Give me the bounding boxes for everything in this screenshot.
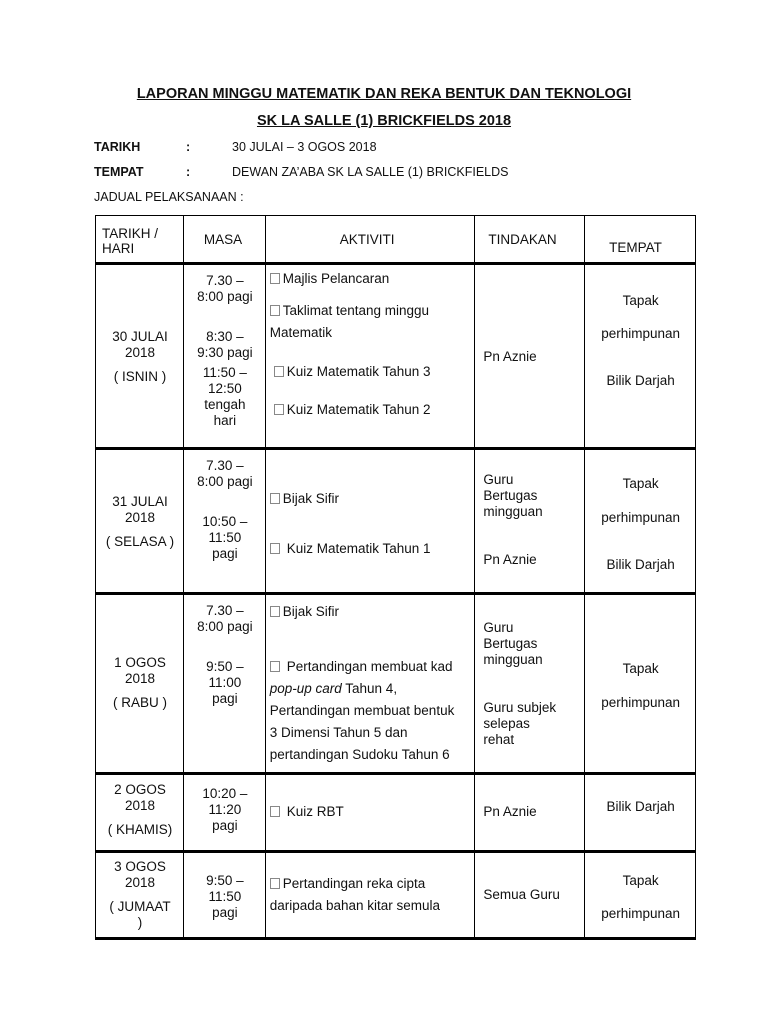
checkbox-icon [270, 661, 280, 672]
masa-line: 8:00 pagi [197, 474, 253, 489]
date-text: 31 JULAI [112, 494, 168, 509]
activity-text: Pertandingan membuat bentuk [269, 703, 455, 718]
cell-tempat [585, 852, 696, 939]
tempat-text: Tapak [622, 476, 659, 491]
activity-text: Majlis Pelancaran [282, 271, 390, 286]
day-text: ( RABU ) [113, 695, 167, 710]
masa-line: hari [213, 413, 237, 428]
table-row [96, 594, 696, 774]
checkbox-icon [270, 878, 280, 889]
cell-date [96, 449, 184, 594]
cell-aktiviti [265, 852, 475, 939]
checkbox-icon [270, 273, 280, 284]
cell-tempat [585, 774, 696, 852]
activity-item [270, 656, 453, 678]
tindakan-text: rehat [483, 732, 515, 747]
activity-text: Pertandingan membuat kad [286, 659, 453, 674]
masa-line: 9:50 – [206, 873, 244, 888]
activity-item [270, 300, 429, 322]
header-aktiviti-text: AKTIVITI [339, 232, 395, 247]
school-title: SK LA SALLE (1) BRICKFIELDS 2018 [256, 113, 512, 129]
tindakan-text: Guru subjek [483, 700, 557, 715]
tempat-value: DEWAN ZA’ABA SK LA SALLE (1) BRICKFIELDS [232, 165, 509, 179]
cell-aktiviti [265, 594, 475, 774]
table-row [96, 852, 696, 939]
cell-tindakan [475, 449, 585, 594]
activity-text: Kuiz Matematik Tahun 3 [286, 364, 431, 379]
header-tindakan [475, 216, 585, 264]
year-text: 2018 [124, 798, 156, 813]
date-text: 2 OGOS [114, 782, 166, 797]
activity-text: Kuiz Matematik Tahun 1 [286, 541, 431, 556]
date-text: 1 OGOS [114, 655, 166, 670]
cell-masa [183, 852, 265, 939]
masa-line: 8:00 pagi [197, 619, 253, 634]
masa-line: 11:50 [208, 530, 242, 545]
header-masa [183, 216, 265, 264]
cell-tindakan [475, 594, 585, 774]
tempat-text: Bilik Darjah [606, 373, 675, 388]
day-text: ( KHAMIS) [107, 822, 173, 837]
masa-line: 11:50 [208, 889, 242, 904]
checkbox-icon [274, 404, 284, 415]
header-hari-line2: HARI [102, 241, 135, 256]
year-text: 2018 [124, 671, 156, 686]
cell-masa [183, 449, 265, 594]
table-header-row [96, 216, 696, 264]
tempat-text: perhimpunan [601, 695, 681, 710]
tempat-text: Tapak [622, 661, 659, 676]
tempat-text: Tapak [622, 873, 659, 888]
table-row [96, 449, 696, 594]
tindakan-text: Pn Aznie [483, 804, 537, 819]
tempat-colon: : [186, 165, 191, 179]
activity-item [274, 361, 431, 383]
schedule-table [95, 215, 696, 940]
cell-tempat [585, 449, 696, 594]
activity-text: 3 Dimensi Tahun 5 dan [269, 725, 408, 740]
tindakan-text: Semua Guru [483, 887, 560, 902]
masa-line: 9:30 pagi [197, 345, 253, 360]
cell-tindakan [475, 774, 585, 852]
tempat-label: TEMPAT [94, 165, 144, 179]
masa-line: 7.30 – [206, 273, 244, 288]
tindakan-text: Guru [483, 472, 514, 487]
tindakan-text: mingguan [483, 652, 543, 667]
checkbox-icon [270, 493, 280, 504]
tindakan-text: Pn Aznie [483, 349, 537, 364]
cell-masa [183, 774, 265, 852]
header-tempat-text: TEMPAT [609, 240, 662, 255]
activity-text: Kuiz Matematik Tahun 2 [286, 402, 431, 417]
day-text: ) [137, 915, 143, 930]
masa-line: 11:20 [208, 802, 242, 817]
year-text: 2018 [124, 510, 156, 525]
activity-line [270, 678, 397, 700]
table-row [96, 774, 696, 852]
jadual-label: JADUAL PELAKSANAAN : [94, 190, 244, 204]
tindakan-text: Bertugas [483, 488, 538, 503]
cell-aktiviti [265, 264, 475, 449]
header-aktiviti [265, 216, 475, 264]
cell-tindakan [475, 852, 585, 939]
tindakan-text: Guru [483, 620, 514, 635]
masa-line: pagi [212, 691, 238, 706]
cell-tempat [585, 264, 696, 449]
tempat-text: perhimpunan [601, 510, 681, 525]
tempat-text: Bilik Darjah [606, 557, 675, 572]
header-tindakan-text: TINDAKAN [488, 232, 557, 247]
tindakan-text: selepas [483, 716, 530, 731]
table-row [96, 264, 696, 449]
masa-line: 10:20 – [202, 786, 248, 801]
tempat-text: perhimpunan [601, 906, 681, 921]
activity-text: daripada bahan kitar semula [269, 898, 441, 913]
header-tempat [585, 216, 696, 264]
day-text: ( JUMAAT [109, 899, 171, 914]
header-hari-line1: TARIKH / [102, 226, 159, 241]
checkbox-icon [274, 366, 284, 377]
date-text: 3 OGOS [114, 859, 166, 874]
date-text: 30 JULAI [112, 329, 168, 344]
activity-item [274, 399, 431, 421]
header-masa-text: MASA [203, 232, 243, 247]
tarikh-label: TARIKH [94, 140, 141, 154]
cell-aktiviti [265, 774, 475, 852]
tindakan-text: Pn Aznie [483, 552, 537, 567]
cell-date [96, 264, 184, 449]
masa-line: 8:00 pagi [197, 289, 253, 304]
tindakan-text: mingguan [483, 504, 543, 519]
activity-item [270, 873, 426, 895]
checkbox-icon [270, 543, 280, 554]
activity-text: Kuiz RBT [286, 804, 344, 819]
cell-aktiviti [265, 449, 475, 594]
year-text: 2018 [124, 345, 156, 360]
tindakan-text: Bertugas [483, 636, 538, 651]
cell-tindakan [475, 264, 585, 449]
masa-line: 7.30 – [206, 458, 244, 473]
day-text: ( ISNIN ) [113, 369, 167, 384]
day-text: ( SELASA ) [105, 534, 175, 549]
cell-date [96, 852, 184, 939]
activity-item [270, 801, 344, 823]
masa-line: 10:50 – [202, 514, 248, 529]
tempat-text: Bilik Darjah [606, 799, 675, 814]
report-title: LAPORAN MINGGU MATEMATIK DAN REKA BENTUK DAN TEKNOLOGI [136, 86, 632, 102]
header-tarikh-hari [96, 216, 184, 264]
masa-line: 12:50 [207, 381, 242, 396]
activity-text: Bijak Sifir [282, 604, 339, 619]
tempat-text: perhimpunan [601, 326, 681, 341]
activity-item [270, 601, 339, 623]
cell-tempat [585, 594, 696, 774]
masa-line: pagi [212, 905, 238, 920]
activity-item [270, 488, 339, 510]
activity-text: Pertandingan reka cipta [282, 876, 426, 891]
checkbox-icon [270, 806, 280, 817]
masa-line: 9:50 – [206, 659, 244, 674]
activity-text: Bijak Sifir [282, 491, 339, 506]
activity-text: Taklimat tentang minggu [282, 303, 430, 318]
cell-date [96, 774, 184, 852]
checkbox-icon [270, 305, 280, 316]
activity-text: Tahun 4, [341, 681, 398, 696]
year-text: 2018 [124, 875, 156, 890]
activity-text: pertandingan Sudoku Tahun 6 [269, 747, 450, 762]
masa-line: pagi [212, 546, 238, 561]
checkbox-icon [270, 606, 280, 617]
cell-date [96, 594, 184, 774]
masa-line: tengah [204, 397, 246, 412]
tarikh-value: 30 JULAI – 3 OGOS 2018 [232, 140, 377, 154]
activity-text-italic: pop-up card [269, 681, 342, 696]
activity-text: Matematik [269, 325, 332, 340]
masa-line: pagi [212, 818, 238, 833]
cell-masa [183, 264, 265, 449]
cell-masa [183, 594, 265, 774]
tarikh-colon: : [186, 140, 191, 154]
activity-item [270, 538, 431, 560]
masa-line: 8:30 – [206, 329, 244, 344]
tempat-text: Tapak [622, 293, 659, 308]
masa-line: 11:50 – [202, 365, 247, 380]
masa-line: 7.30 – [206, 603, 244, 618]
activity-item [270, 268, 390, 290]
masa-line: 11:00 [208, 675, 242, 690]
